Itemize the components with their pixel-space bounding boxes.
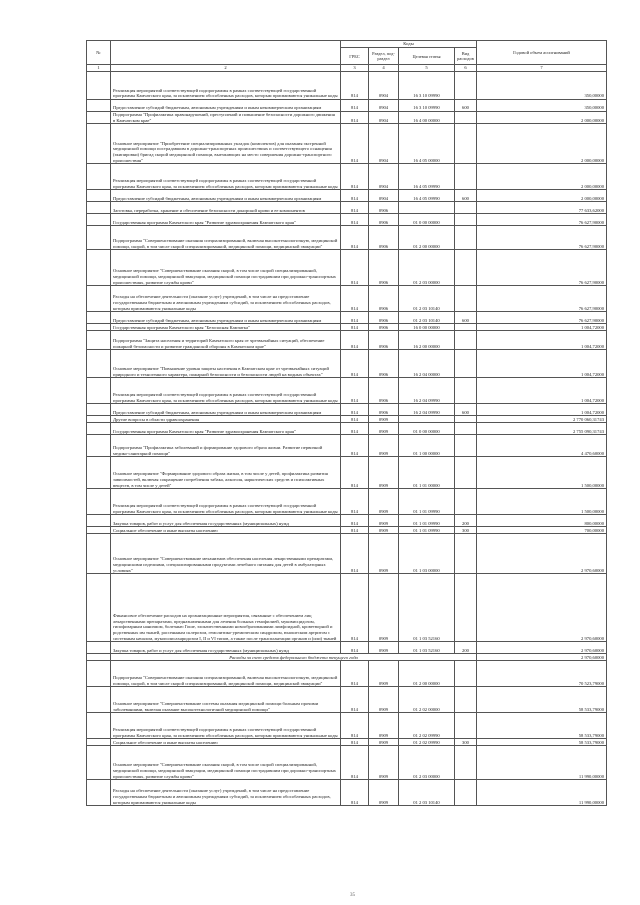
row-name: Основное мероприятие "Формирование здорового образа жизни, в том числе у детей, профилактика развития зависимостей, включая сокращение потребления табака, алкоголя, наркотических средств и психоактивных веществ, в том числе у детей" [111, 457, 341, 489]
row-type [455, 331, 477, 350]
row-number [87, 72, 111, 100]
row-section: 0909 [369, 739, 399, 746]
row-number [87, 515, 111, 527]
row-target: 01 2 02 09990 [399, 739, 455, 746]
row-section: 0909 [369, 457, 399, 489]
header-section: Раздел, под-раздел [369, 48, 399, 65]
row-number [87, 654, 111, 661]
row-number [87, 324, 111, 331]
row-section: 0906 [369, 350, 399, 378]
row-section: 0906 [369, 286, 399, 312]
table-body [87, 72, 607, 806]
row-grbs: 814 [341, 515, 369, 527]
row-section: 0909 [369, 661, 399, 687]
row-target: 16 4 00 00000 [399, 112, 455, 124]
row-name: Предоставление субсидий бюджетным, автономным учреждениям и иным некоммерческим организациям [111, 100, 341, 112]
row-name: Другие вопросы в области здравоохранения [111, 416, 341, 423]
table-row [87, 654, 607, 661]
table-row [87, 202, 607, 214]
row-section: 0906 [369, 324, 399, 331]
col-number-4: 4 [369, 65, 399, 72]
row-amount: 58 533,79000 [477, 687, 607, 713]
row-section: 0906 [369, 404, 399, 416]
row-type [455, 457, 477, 489]
row-section: 0909 [369, 515, 399, 527]
row-grbs: 814 [341, 72, 369, 100]
row-type [455, 574, 477, 642]
row-number [87, 713, 111, 739]
row-grbs: 814 [341, 661, 369, 687]
row-target: 01 2 03 10140 [399, 780, 455, 806]
row-type [455, 378, 477, 404]
row-section: 0909 [369, 780, 399, 806]
row-section: 0909 [369, 435, 399, 457]
row-target: 01 1 01 09990 [399, 489, 455, 515]
row-number [87, 746, 111, 780]
row-target: 01 0 00 00000 [399, 214, 455, 226]
row-target: 01 1 01 09990 [399, 527, 455, 534]
row-section: 0906 [369, 331, 399, 350]
row-amount: 70 523,79000 [477, 661, 607, 687]
row-amount: 11 990,00000 [477, 780, 607, 806]
header-target: Целевая статья [399, 48, 455, 65]
row-grbs: 814 [341, 489, 369, 515]
budget-table [86, 40, 607, 806]
row-number [87, 214, 111, 226]
row-name: Финансовое обеспечение расходов на организационные мероприятия, связанные с обеспечением лиц лекарственными препаратами, предназначенными для лечения больных гемофилией, муковисцидозом, гипофизарным нанизмом, болезнью Гоше, злокачественными новообразованиями лимфоидной, кроветворной и родственных им тканей, рассеянным склерозом, гемолитико-уремическим синдромом, юношеским артритом с системным началом, мукополисахаридозом I, II и VI типов, а также после трансплантации органов и (или) тканей [111, 574, 341, 642]
row-type: 600 [455, 100, 477, 112]
row-grbs: 814 [341, 435, 369, 457]
row-target: 01 2 00 00000 [399, 661, 455, 687]
header-number: № [87, 41, 111, 65]
row-number [87, 124, 111, 164]
row-name: Расходы на обеспечение деятельности (оказание услуг) учреждений, в том числе на предоставление государственным бюджетным и автономным учреждениям субсидий, за исключением обособленных расходов, которым присваиваются уникальные коды [111, 286, 341, 312]
table-row [87, 642, 607, 654]
table-row [87, 324, 607, 331]
table-row [87, 739, 607, 746]
row-number [87, 312, 111, 324]
row-amount: 2 970,60000 [477, 654, 607, 661]
row-number [87, 642, 111, 654]
row-grbs: 814 [341, 286, 369, 312]
row-section: 0909 [369, 713, 399, 739]
row-target: 01 2 00 00000 [399, 226, 455, 250]
row-target: 16 4 05 09990 [399, 190, 455, 202]
row-name: Основное мероприятие "Совершенствование механизмов обеспечения населения лекарственными препаратами, медицинскими изделиями, специализированными продуктами лечебного питания для детей в амбулаторных условиях" [111, 534, 341, 574]
row-grbs: 814 [341, 642, 369, 654]
row-amount: 1 004,72000 [477, 404, 607, 416]
row-target: 01 1 03 52160 [399, 574, 455, 642]
row-name: Закупка товаров, работ и услуг для обеспечения государственных (муниципальных) нужд [111, 515, 341, 527]
row-name: Реализация мероприятий соответствующей подпрограммы в рамках соответствующей государственной программы Камчатского края, за исключением обособленных расходов, которым присваиваются уникальные коды [111, 164, 341, 190]
table-row [87, 435, 607, 457]
row-name: Государственная программа Камчатского края "Безопасная Камчатка" [111, 324, 341, 331]
table-row [87, 746, 607, 780]
header-codes: Коды [341, 41, 477, 48]
row-name: Социальное обеспечение и иные выплаты населению [111, 527, 341, 534]
row-target: 16 0 00 00000 [399, 324, 455, 331]
row-section: 0909 [369, 534, 399, 574]
row-name: Государственная программа Камчатского края "Развитие здравоохранения Камчатского края" [111, 423, 341, 435]
row-type [455, 250, 477, 286]
col-number-3: 3 [341, 65, 369, 72]
row-grbs: 814 [341, 100, 369, 112]
row-type: 600 [455, 312, 477, 324]
row-number [87, 527, 111, 534]
row-amount: 2 755 090,31743 [477, 423, 607, 435]
row-amount: 1 004,72000 [477, 350, 607, 378]
row-grbs: 814 [341, 164, 369, 190]
table-row [87, 457, 607, 489]
row-amount: 2 970,60000 [477, 642, 607, 654]
row-section: 0904 [369, 112, 399, 124]
row-target: 01 1 01 00000 [399, 457, 455, 489]
row-number [87, 190, 111, 202]
row-type [455, 713, 477, 739]
row-name: Подпрограмма "Защита населения и территорий Камчатского края от чрезвычайных ситуаций, обеспечение пожарной безопасности и развитие гражданской обороны в Камчатском крае" [111, 331, 341, 350]
row-target: 16 4 05 00000 [399, 124, 455, 164]
header-grbs: ГРБС [341, 48, 369, 65]
row-amount: 1 500,00000 [477, 489, 607, 515]
row-name: Социальное обеспечение и иные выплаты населению [111, 739, 341, 746]
row-type: 200 [455, 642, 477, 654]
row-number [87, 350, 111, 378]
table-row [87, 515, 607, 527]
row-number [87, 661, 111, 687]
row-amount: 76 627,90000 [477, 250, 607, 286]
row-number [87, 489, 111, 515]
row-amount: 1 004,72000 [477, 378, 607, 404]
row-number [87, 226, 111, 250]
header-name [111, 41, 341, 65]
row-type [455, 746, 477, 780]
row-name: Предоставление субсидий бюджетным, автономным учреждениям и иным некоммерческим организациям [111, 312, 341, 324]
row-type: 600 [455, 404, 477, 416]
table-row [87, 534, 607, 574]
row-type: 600 [455, 190, 477, 202]
row-amount: 2 000,00000 [477, 112, 607, 124]
row-name: Закупка товаров, работ и услуг для обеспечения государственных (муниципальных) нужд [111, 642, 341, 654]
table-row [87, 661, 607, 687]
row-section: 0904 [369, 164, 399, 190]
header-type: Вид расходов [455, 48, 477, 65]
row-amount: 11 990,00000 [477, 746, 607, 780]
row-name: Основное мероприятие "Совершенствование оказания скорой, в том числе скорой специализированной, медицинской помощи, медицинской эвакуации, медицинской помощи пострадавшим при дорожно-транспортных происшествиях, развитие службы крови" [111, 250, 341, 286]
row-type [455, 661, 477, 687]
row-grbs: 814 [341, 457, 369, 489]
row-type [455, 226, 477, 250]
table-row [87, 489, 607, 515]
table-row [87, 100, 607, 112]
table-row [87, 286, 607, 312]
table-row [87, 124, 607, 164]
row-target: 01 1 03 52160 [399, 642, 455, 654]
row-grbs: 814 [341, 331, 369, 350]
row-type [455, 124, 477, 164]
row-number [87, 112, 111, 124]
row-amount: 76 627,90000 [477, 226, 607, 250]
row-type [455, 286, 477, 312]
row-section: 0909 [369, 423, 399, 435]
row-section: 0909 [369, 687, 399, 713]
row-type [455, 202, 477, 214]
row-number [87, 457, 111, 489]
row-type: 300 [455, 527, 477, 534]
row-grbs: 814 [341, 202, 369, 214]
row-amount: 2 000,00000 [477, 124, 607, 164]
row-section: 0906 [369, 202, 399, 214]
row-name: Основное мероприятие "Повышение уровня защиты населения в Камчатском крае от чрезвычайных ситуаций природного и техногенного характера, пожарной безопасности и безопасности людей на водных объектах" [111, 350, 341, 378]
row-amount: 800,00000 [477, 515, 607, 527]
row-name: Реализация мероприятий соответствующей подпрограммы в рамках соответствующей государственной программы Камчатского края, за исключением обособленных расходов, которым присваиваются уникальные коды [111, 72, 341, 100]
row-grbs: 814 [341, 746, 369, 780]
table-row [87, 404, 607, 416]
row-number [87, 250, 111, 286]
row-target: 01 2 03 00000 [399, 250, 455, 286]
row-name: Подпрограмма "Профилактика правонарушений, преступлений и повышение безопасности дорожного движения в Камчатском крае" [111, 112, 341, 124]
row-amount: 58 533,79000 [477, 739, 607, 746]
row-number [87, 534, 111, 574]
table-row [87, 350, 607, 378]
row-name: Реализация мероприятий соответствующей подпрограммы в рамках соответствующей государственной программы Камчатского края, за исключением обособленных расходов, которым присваиваются уникальные коды [111, 713, 341, 739]
row-target: 01 1 03 00000 [399, 534, 455, 574]
row-amount: 1 004,72000 [477, 331, 607, 350]
row-amount: 2 000,00000 [477, 164, 607, 190]
row-target: 16 2 04 09990 [399, 378, 455, 404]
table-row [87, 250, 607, 286]
header-amount: Годовой объем ассигнований [477, 41, 607, 65]
table-row [87, 312, 607, 324]
row-amount: 76 627,90000 [477, 286, 607, 312]
row-section: 0906 [369, 312, 399, 324]
row-amount: 700,00000 [477, 527, 607, 534]
row-amount: 2 970,60000 [477, 534, 607, 574]
row-number [87, 404, 111, 416]
row-grbs: 814 [341, 423, 369, 435]
row-section: 0909 [369, 746, 399, 780]
table-row [87, 687, 607, 713]
row-grbs: 814 [341, 534, 369, 574]
table-row [87, 112, 607, 124]
table-row [87, 574, 607, 642]
row-name: Подпрограмма "Совершенствование оказания специализированной, включая высокотехнологичную, медицинской помощи, скорой, в том числе скорой специализированной, медицинской помощи, медицинской эвакуации" [111, 661, 341, 687]
row-type [455, 72, 477, 100]
row-number [87, 331, 111, 350]
row-section: 0909 [369, 489, 399, 515]
row-grbs: 814 [341, 190, 369, 202]
row-section: 0909 [369, 527, 399, 534]
row-grbs: 814 [341, 350, 369, 378]
row-name: Основное мероприятие "Приобретение специализированных укладок (комплектов) для оказания экстренной медицинской помощи пострадавшим в дорожно-транспортных происшествиях и соответствующего оснащения (экипировки) бригад скорой медицинской помощи, выезжающих на место совершения дорожно-транспортного происшествия" [111, 124, 341, 164]
row-type [455, 780, 477, 806]
row-target: 01 2 03 10140 [399, 312, 455, 324]
row-name: Реализация мероприятий соответствующей подпрограммы в рамках соответствующей государственной программы Камчатского края, за исключением обособленных расходов, которым присваиваются уникальные коды [111, 489, 341, 515]
row-grbs: 814 [341, 324, 369, 331]
row-type [455, 112, 477, 124]
budget-table-sheet [86, 40, 606, 806]
table-row [87, 190, 607, 202]
row-target: 16 2 00 00000 [399, 331, 455, 350]
row-amount: 58 533,79000 [477, 713, 607, 739]
row-target: 01 2 03 10140 [399, 286, 455, 312]
row-amount: 350,00000 [477, 72, 607, 100]
row-grbs: 814 [341, 527, 369, 534]
row-amount: 1 004,72000 [477, 324, 607, 331]
row-type: 200 [455, 515, 477, 527]
row-grbs: 814 [341, 416, 369, 423]
row-number [87, 164, 111, 190]
row-type [455, 534, 477, 574]
row-section: 0904 [369, 124, 399, 164]
row-section: 0909 [369, 416, 399, 423]
row-section: 0906 [369, 378, 399, 404]
row-grbs: 814 [341, 124, 369, 164]
row-target: 16 3 10 09990 [399, 72, 455, 100]
row-grbs: 814 [341, 574, 369, 642]
row-grbs: 814 [341, 378, 369, 404]
row-type [455, 214, 477, 226]
row-target: 16 4 05 09990 [399, 164, 455, 190]
row-section: 0904 [369, 100, 399, 112]
row-grbs: 814 [341, 713, 369, 739]
row-target: 01 1 01 09990 [399, 515, 455, 527]
table-row [87, 214, 607, 226]
row-section: 0909 [369, 574, 399, 642]
row-target: 16 2 04 00000 [399, 350, 455, 378]
row-grbs: 814 [341, 404, 369, 416]
col-number-1: 1 [87, 65, 111, 72]
row-target [399, 202, 455, 214]
table-row [87, 164, 607, 190]
row-type [455, 324, 477, 331]
row-amount: 76 627,90000 [477, 312, 607, 324]
table-row [87, 713, 607, 739]
row-type [455, 423, 477, 435]
row-type [455, 164, 477, 190]
row-amount: 2 970,60000 [477, 574, 607, 642]
row-number [87, 286, 111, 312]
row-target: 16 2 04 09990 [399, 404, 455, 416]
table-row [87, 72, 607, 100]
row-grbs: 814 [341, 226, 369, 250]
row-name: Основное мероприятие "Совершенствование системы оказания медицинской помощи больным прочими заболеваниями, включая оказание высокотехнологичной медицинской помощи" [111, 687, 341, 713]
row-type [455, 435, 477, 457]
row-number [87, 202, 111, 214]
col-number-6: 6 [455, 65, 477, 72]
row-name: Основное мероприятие "Совершенствование оказания скорой, в том числе скорой специализированной, медицинской помощи, медицинской эвакуации, медицинской помощи пострадавшим при дорожно-транспортных происшествиях, развитие службы крови" [111, 746, 341, 780]
row-amount: 2 770 060,31743 [477, 416, 607, 423]
row-target: 16 3 10 09990 [399, 100, 455, 112]
row-grbs: 814 [341, 112, 369, 124]
row-name: Предоставление субсидий бюджетным, автономным учреждениям и иным некоммерческим организациям [111, 404, 341, 416]
row-amount: 1 500,00000 [477, 457, 607, 489]
row-name: Расходы за счет средств федерального бюджета текущего года [111, 654, 477, 661]
row-number [87, 423, 111, 435]
table-row [87, 780, 607, 806]
row-type [455, 416, 477, 423]
row-type [455, 350, 477, 378]
page-number: 35 [350, 893, 355, 898]
col-number-5: 5 [399, 65, 455, 72]
row-section: 0904 [369, 72, 399, 100]
row-grbs: 814 [341, 780, 369, 806]
row-number [87, 435, 111, 457]
row-target: 01 2 02 09990 [399, 713, 455, 739]
row-amount: 4 470,60000 [477, 435, 607, 457]
table-row [87, 527, 607, 534]
row-number [87, 416, 111, 423]
table-row [87, 378, 607, 404]
row-amount: 76 627,90000 [477, 214, 607, 226]
row-number [87, 378, 111, 404]
table-row [87, 423, 607, 435]
row-section: 0909 [369, 642, 399, 654]
table-row [87, 331, 607, 350]
row-grbs: 814 [341, 250, 369, 286]
row-type [455, 489, 477, 515]
row-target: 01 0 00 00000 [399, 423, 455, 435]
row-name: Заготовка, переработка, хранение и обеспечение безопасности донорской крови и ее компонентов [111, 202, 341, 214]
row-name: Реализация мероприятий соответствующей подпрограммы в рамках соответствующей государственной программы Камчатского края, за исключением обособленных расходов, которым присваиваются уникальные коды [111, 378, 341, 404]
table-row [87, 226, 607, 250]
row-target [399, 416, 455, 423]
row-number [87, 780, 111, 806]
row-grbs: 814 [341, 214, 369, 226]
row-section: 0906 [369, 250, 399, 286]
row-amount: 77 633,62000 [477, 202, 607, 214]
row-name: Подпрограмма "Профилактика заболеваний и формирование здорового образа жизни. Развитие первичной медико-санитарной помощи" [111, 435, 341, 457]
row-type [455, 687, 477, 713]
col-number-7: 7 [477, 65, 607, 72]
table-row [87, 416, 607, 423]
row-name: Расходы на обеспечение деятельности (оказание услуг) учреждений, в том числе на предоставление государственным бюджетным и автономным учреждениям субсидий, за исключением обособленных расходов, которым присваиваются уникальные коды [111, 780, 341, 806]
row-target: 01 2 03 00000 [399, 746, 455, 780]
row-amount: 2 000,00000 [477, 190, 607, 202]
col-number-2: 2 [111, 65, 341, 72]
row-section: 0906 [369, 214, 399, 226]
row-amount: 350,00000 [477, 100, 607, 112]
row-name: Предоставление субсидий бюджетным, автономным учреждениям и иным некоммерческим организациям [111, 190, 341, 202]
row-number [87, 100, 111, 112]
row-target: 01 2 02 00000 [399, 687, 455, 713]
row-type: 300 [455, 739, 477, 746]
row-grbs: 814 [341, 687, 369, 713]
row-section: 0906 [369, 226, 399, 250]
row-grbs: 814 [341, 739, 369, 746]
row-section: 0904 [369, 190, 399, 202]
row-number [87, 739, 111, 746]
row-number [87, 574, 111, 642]
row-name: Подпрограмма "Совершенствование оказания специализированной, включая высокотехнологичную, медицинской помощи, скорой, в том числе скорой специализированной, медицинской помощи, медицинской эвакуации" [111, 226, 341, 250]
row-target: 01 1 00 00000 [399, 435, 455, 457]
row-number [87, 687, 111, 713]
row-grbs: 814 [341, 312, 369, 324]
row-name: Государственная программа Камчатского края "Развитие здравоохранения Камчатского края" [111, 214, 341, 226]
